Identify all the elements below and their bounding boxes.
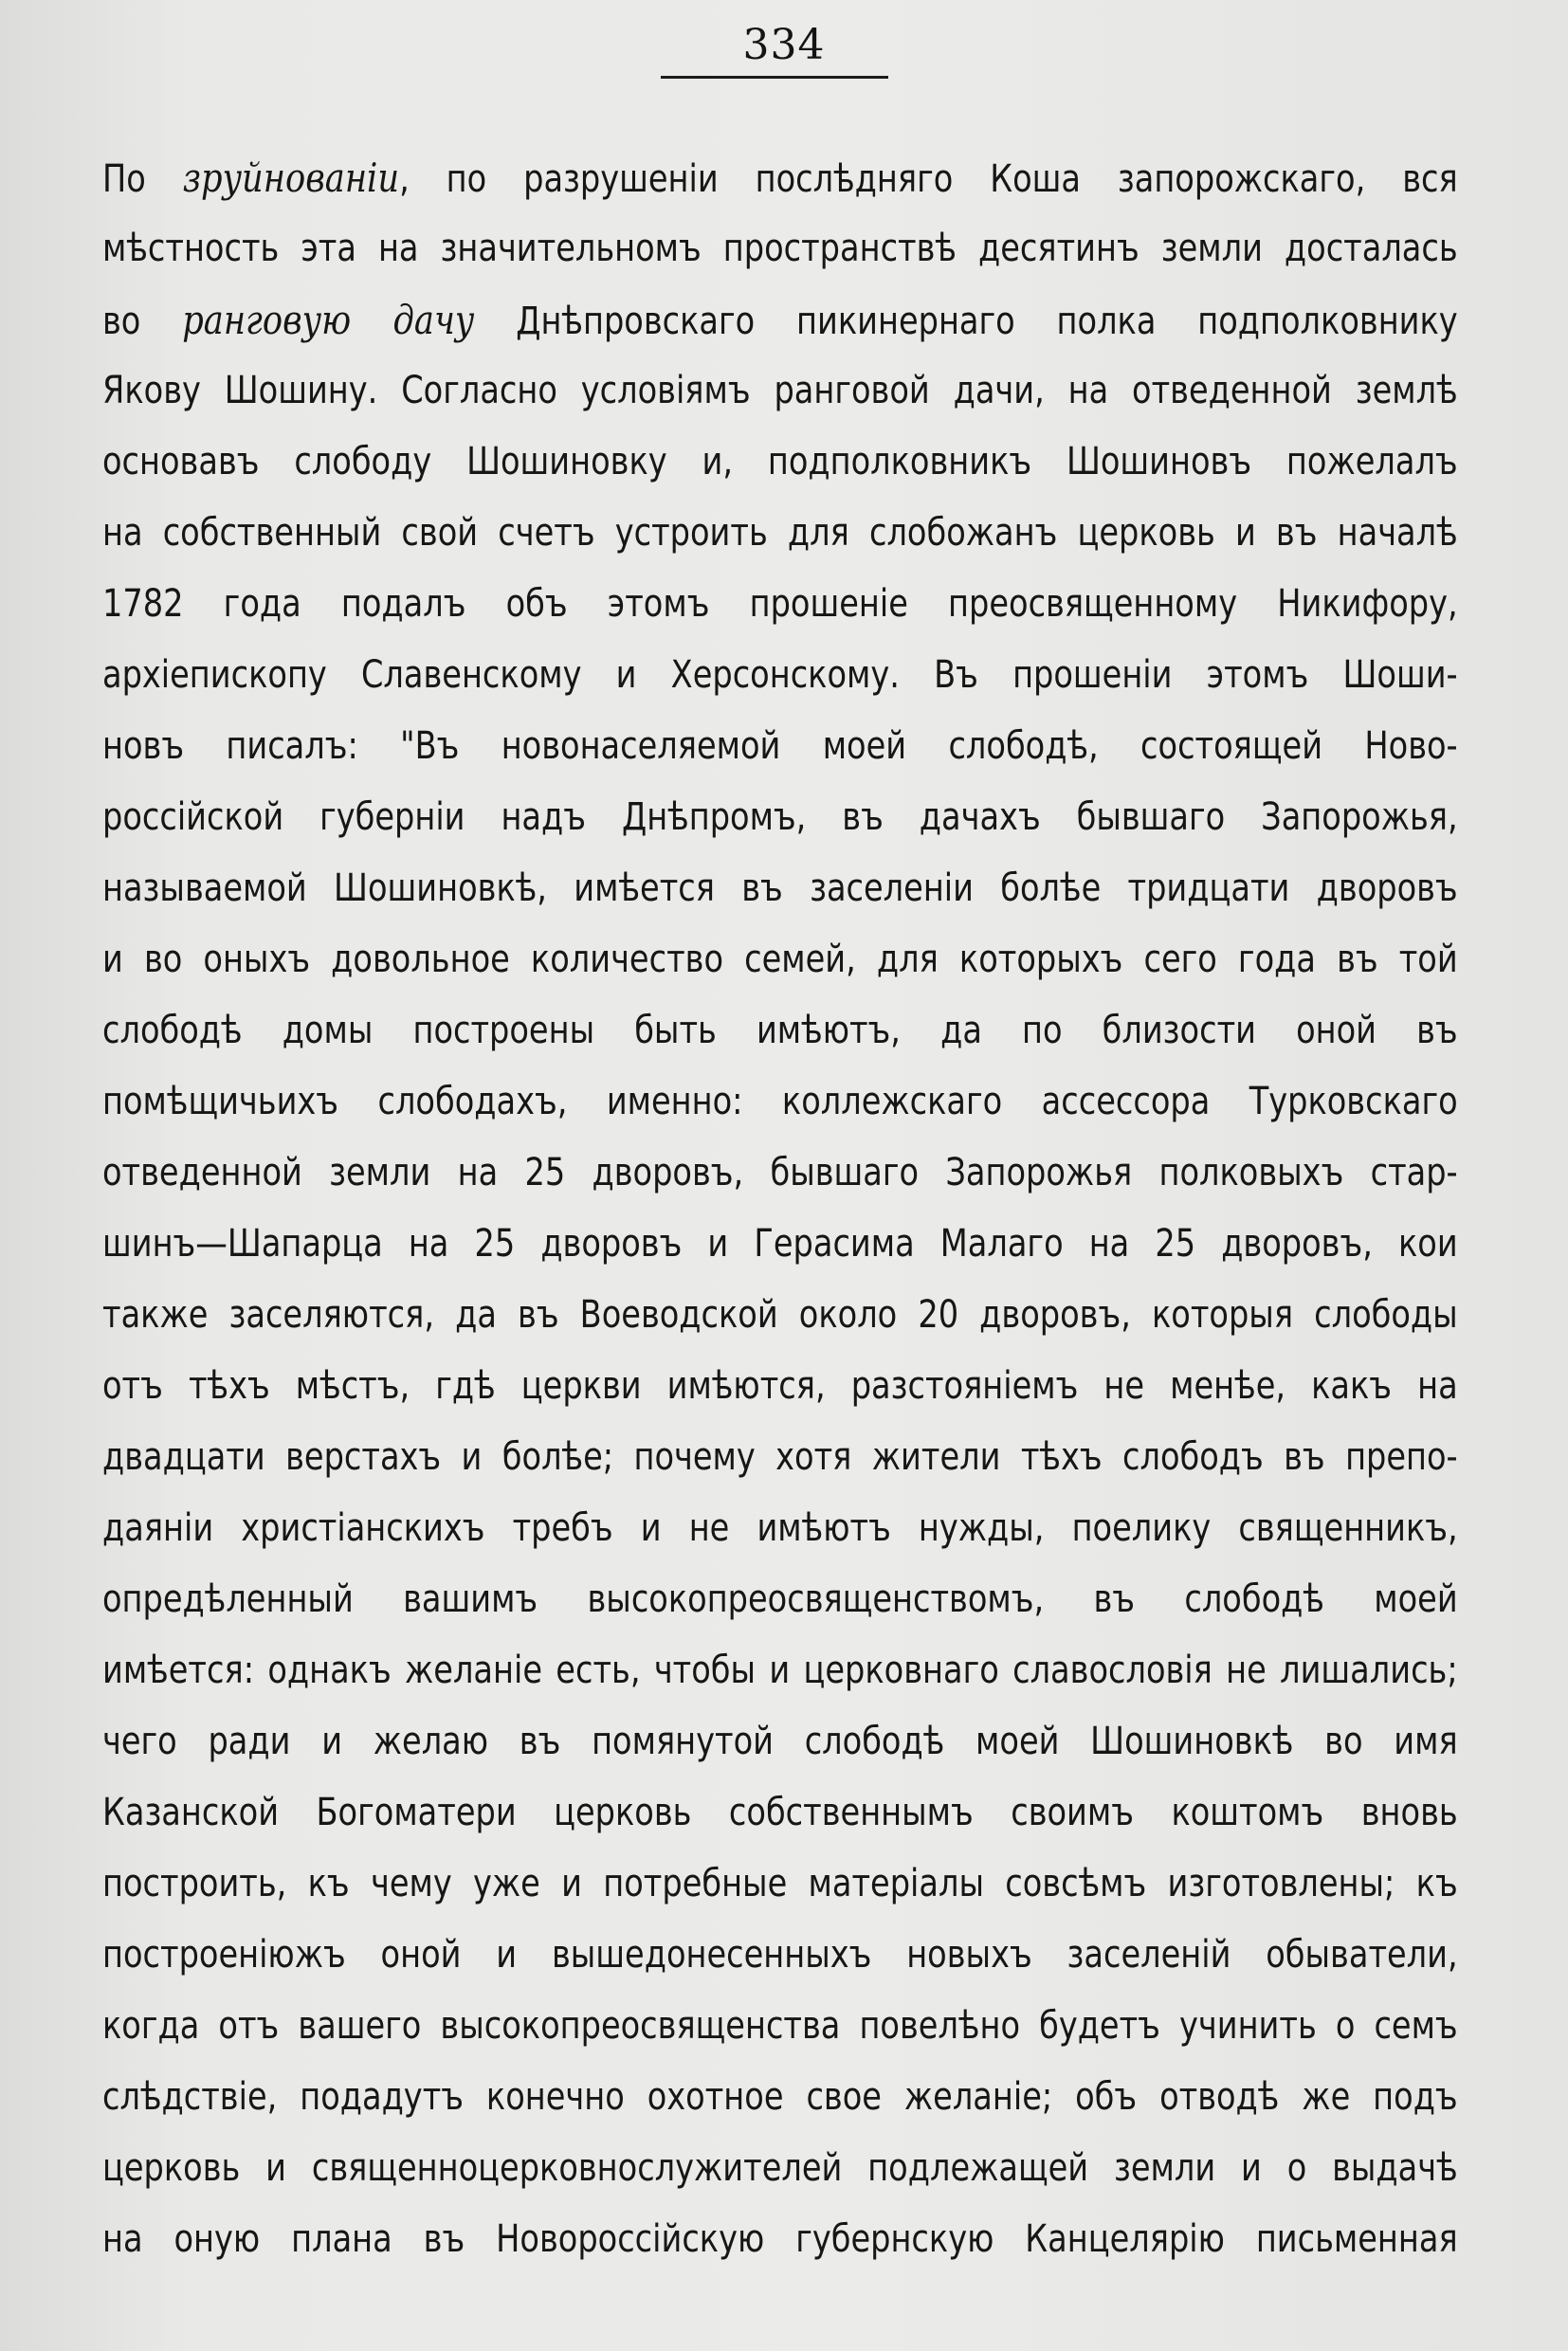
body-text bbox=[102, 142, 1458, 2275]
text-line: также заселяются, да въ Воеводской около 20 дворовъ, которыя слободы bbox=[102, 1293, 1458, 1337]
text-line: на оную плана въ Новороссійскую губернскую Канцелярію письменная bbox=[102, 2217, 1458, 2261]
text-segment: Днѣпровскаго пикинернаго полка подполковнику bbox=[474, 300, 1458, 343]
text-line: имѣется: однакъ желаніе есть, чтобы и церковнаго славословія не лишались; bbox=[102, 1649, 1458, 1692]
text-line: новъ писалъ: "Въ новонаселяемой моей слободѣ, состоящей Ново- bbox=[102, 724, 1458, 768]
page-number-rule bbox=[661, 76, 888, 79]
text-line bbox=[102, 142, 1458, 213]
text-line: отведенной земли на 25 дворовъ, бывшаго Запорожья полковыхъ стар- bbox=[102, 1151, 1458, 1194]
text-line: россійской губерніи надъ Днѣпромъ, въ дачахъ бывшаго Запорожья, bbox=[102, 795, 1458, 839]
text-line: шинъ—Шапарца на 25 дворовъ и Герасима Малаго на 25 дворовъ, кои bbox=[102, 1222, 1458, 1266]
text-segment: во bbox=[102, 300, 183, 343]
text-line: построить, къ чему уже и потребные матеріалы совсѣмъ изготовлены; къ bbox=[102, 1862, 1458, 1905]
text-line: опредѣленный вашимъ высокопреосвященствомъ, въ слободѣ моей bbox=[102, 1577, 1458, 1621]
text-line: слѣдствіе, подадутъ конечно охотное свое желаніе; объ отводѣ же подъ bbox=[102, 2075, 1458, 2119]
text-line: чего ради и желаю въ помянутой слободѣ моей Шошиновкѣ во имя bbox=[102, 1720, 1458, 1763]
italic-term: зруйнованіи bbox=[182, 155, 400, 201]
text-line: помѣщичьихъ слободахъ, именно: коллежскаго ассессора Турковскаго bbox=[102, 1080, 1458, 1123]
page-number: 334 bbox=[742, 21, 826, 69]
text-segment: По bbox=[102, 157, 183, 201]
text-line: отъ тѣхъ мѣстъ, гдѣ церкви имѣются, разстояніемъ не менѣе, какъ на bbox=[102, 1364, 1458, 1408]
text-line: когда отъ вашего высокопреосвященства повелѣно будетъ учинить о семъ bbox=[102, 2004, 1458, 2048]
text-line: называемой Шошиновкѣ, имѣется въ заселеніи болѣе тридцати дворовъ bbox=[102, 866, 1458, 910]
italic-term: ранговую дачу bbox=[182, 297, 475, 343]
text-line: двадцати верстахъ и болѣе; почему хотя жители тѣхъ слободъ въ препо- bbox=[102, 1435, 1458, 1479]
text-line: построеніюжъ оной и вышедонесенныхъ новыхъ заселеній обыватели, bbox=[102, 1933, 1458, 1977]
text-line bbox=[102, 284, 1458, 355]
text-line: Якову Шошину. Согласно условіямъ ранговой дачи, на отведенной землѣ bbox=[102, 369, 1458, 412]
text-line: основавъ слободу Шошиновку и, подполковникъ Шошиновъ пожелалъ bbox=[102, 440, 1458, 483]
text-line: церковь и священноцерковнослужителей подлежащей земли и о выдачѣ bbox=[102, 2146, 1458, 2190]
text-line: мѣстность эта на значительномъ пространствѣ десятинъ земли досталась bbox=[102, 227, 1458, 270]
text-segment: , по разрушеніи послѣдняго Коша запорожскаго, вся bbox=[399, 157, 1458, 201]
text-line: на собственный свой счетъ устроить для слобожанъ церковь и въ началѣ bbox=[102, 511, 1458, 555]
text-line: Казанской Богоматери церковь собственнымъ своимъ коштомъ вновь bbox=[102, 1791, 1458, 1834]
text-line: даяніи христіанскихъ требъ и не имѣютъ нужды, поелику священникъ, bbox=[102, 1506, 1458, 1550]
text-line: архіепископу Славенскому и Херсонскому. Въ прошеніи этомъ Шоши- bbox=[102, 653, 1458, 697]
text-line: 1782 года подалъ объ этомъ прошеніе преосвященному Никифору, bbox=[102, 582, 1458, 626]
text-line: и во оныхъ довольное количество семей, для которыхъ сего года въ той bbox=[102, 938, 1458, 981]
text-line: слободѣ домы построены быть имѣютъ, да по близости оной въ bbox=[102, 1009, 1458, 1052]
